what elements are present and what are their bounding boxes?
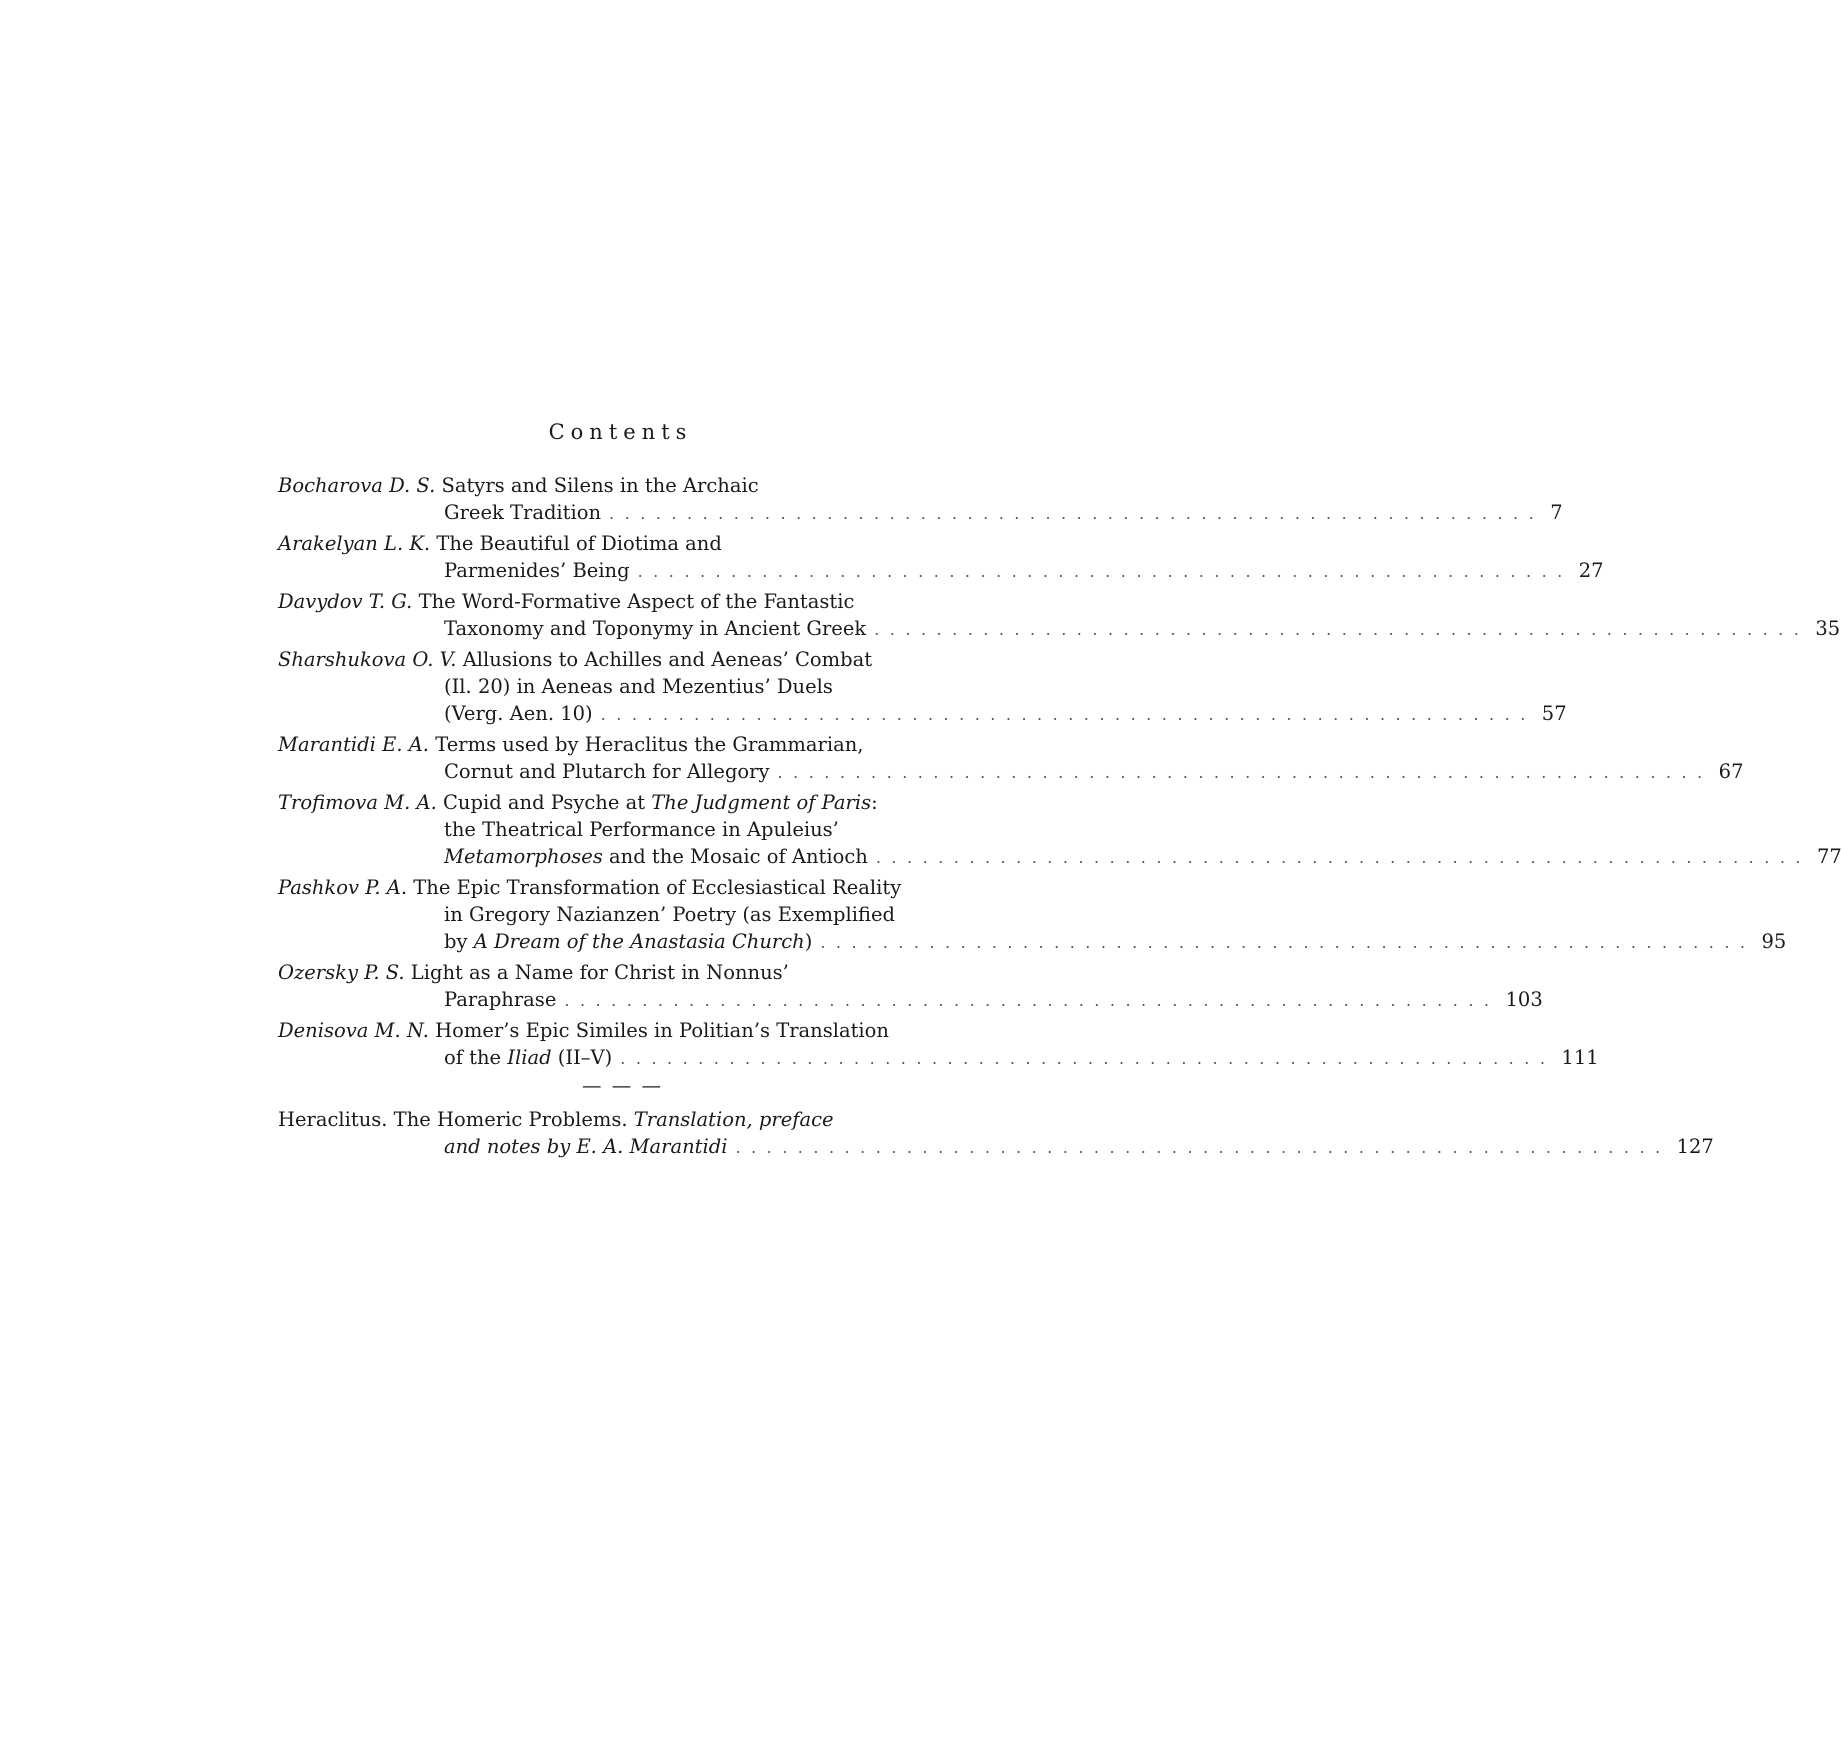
title-text: the Theatrical Performance in Apuleius’ <box>444 818 839 841</box>
title-text: Metamorphoses <box>444 845 603 868</box>
author-name: Pashkov P. A. <box>278 876 408 899</box>
title-text: and notes by E. A. Marantidi <box>444 1135 728 1158</box>
entry-first-line <box>278 1106 967 1133</box>
page-number: 103 <box>1505 988 1543 1011</box>
title-text <box>444 986 556 1013</box>
title-text: Taxonomy and Toponymy in Ancient Greek <box>444 617 867 640</box>
entry-continuation-line <box>278 816 967 843</box>
title-text <box>444 843 868 870</box>
title-text: Homer’s Epic Similes in Politian’s Translation <box>435 1019 889 1042</box>
page-number: 77 <box>1817 845 1842 868</box>
dot-leader: ............................................................ <box>820 933 1756 952</box>
title-text: The Judgment of Paris <box>651 791 872 814</box>
title-text: The Beautiful of Diotima and <box>436 532 722 555</box>
title-text <box>444 1133 727 1160</box>
author-name: Arakelyan L. K. <box>278 532 431 555</box>
dot-leader: ............................................................ <box>600 705 1536 724</box>
page-number: 7 <box>1550 501 1563 524</box>
entry-last-line <box>278 700 1567 727</box>
page-number: 67 <box>1718 760 1744 783</box>
entry-continuation-line <box>278 901 967 928</box>
toc-entry[interactable] <box>278 789 1842 870</box>
entry-last-line <box>278 758 1744 785</box>
title-text: Terms used by Heraclitus the Grammarian, <box>435 733 864 756</box>
entry-last-line <box>278 843 1842 870</box>
dot-leader: ............................................................ <box>874 620 1810 639</box>
title-text <box>444 928 812 955</box>
entry-first-line <box>278 1017 967 1044</box>
title-text: (II–V) <box>551 1046 613 1069</box>
title-text: The Word-Formative Aspect of the Fantastic <box>418 590 855 613</box>
page-number: 127 <box>1676 1135 1714 1158</box>
dot-leader: ............................................................ <box>637 562 1573 581</box>
entry-last-line <box>278 1133 1714 1160</box>
toc-entry[interactable] <box>278 959 1543 1013</box>
title-text: Parmenides’ Being <box>444 559 630 582</box>
entry-first-line <box>278 789 967 816</box>
title-text: Greek Tradition <box>444 501 602 524</box>
toc-entry[interactable] <box>278 731 1744 785</box>
entry-continuation-line <box>278 673 967 700</box>
title-text: Satyrs and Silens in the Archaic <box>441 474 759 497</box>
entry-first-line <box>278 959 967 986</box>
title-text: ) <box>804 930 813 953</box>
separator: — — — <box>582 1074 663 1097</box>
entry-first-line <box>278 530 967 557</box>
entry-first-line <box>278 646 967 673</box>
entry-last-line <box>278 986 1543 1013</box>
toc-entry[interactable] <box>278 646 1567 727</box>
toc-entry[interactable] <box>278 472 1563 526</box>
title-text <box>444 700 593 727</box>
dot-leader: ............................................................ <box>620 1049 1556 1068</box>
title-text: Translation, preface <box>633 1108 834 1131</box>
dot-leader: ............................................................ <box>777 763 1713 782</box>
title-text: by <box>444 930 474 953</box>
entry-last-line <box>278 499 1563 526</box>
entry-last-line <box>278 928 1787 955</box>
title-text: Cupid and Psyche at <box>443 791 652 814</box>
title-text <box>444 499 601 526</box>
title-text: of the <box>444 1046 508 1069</box>
author-name: Davydov T. G. <box>278 590 413 613</box>
page-number: 35 <box>1815 617 1841 640</box>
title-text: Iliad <box>507 1046 552 1069</box>
title-text: Cornut and Plutarch for Allegory <box>444 760 770 783</box>
page-title: Contents <box>548 420 693 444</box>
title-text: Heraclitus. The Homeric Problems. <box>278 1108 634 1131</box>
entry-first-line <box>278 874 967 901</box>
toc-entry[interactable] <box>278 1017 1599 1071</box>
title-text: The Epic Transformation of Ecclesiastical Reality <box>413 876 902 899</box>
dot-leader: ............................................................ <box>609 504 1545 523</box>
entry-first-line <box>278 588 967 615</box>
title-text: Allusions to Achilles and Aeneas’ Combat <box>462 648 873 671</box>
entry-last-line <box>278 615 1841 642</box>
entry-first-line <box>278 731 967 758</box>
page-number: 111 <box>1561 1046 1599 1069</box>
title-text: Light as a Name for Christ in Nonnus’ <box>410 961 789 984</box>
page-number: 27 <box>1578 559 1604 582</box>
title-text: Paraphrase <box>444 988 557 1011</box>
page-number: 95 <box>1761 930 1787 953</box>
title-text: and the Mosaic of Antioch <box>602 845 868 868</box>
page-number: 57 <box>1541 702 1567 725</box>
author-name: Sharshukova O. V. <box>278 648 457 671</box>
toc-entry-appendix[interactable] <box>278 1106 1714 1160</box>
toc-entry[interactable] <box>278 530 1604 584</box>
entry-last-line <box>278 557 1604 584</box>
title-text <box>444 615 866 642</box>
author-name: Denisova M. N. <box>278 1019 429 1042</box>
title-text <box>444 557 630 584</box>
author-name: Marantidi E. A. <box>278 733 430 756</box>
toc-entry[interactable] <box>278 874 1787 955</box>
dot-leader: ............................................................ <box>564 991 1500 1010</box>
title-text: in Gregory Nazianzen’ Poetry (as Exemplified <box>444 903 896 926</box>
dot-leader: ............................................................ <box>875 848 1811 867</box>
author-name: Bocharova D. S. <box>278 474 436 497</box>
entry-first-line <box>278 472 967 499</box>
title-text: : <box>871 791 878 814</box>
author-name: Trofimova M. A. <box>278 791 437 814</box>
title-text: A Dream of the Anastasia Church <box>473 930 805 953</box>
title-text: (Il. 20) in Aeneas and Mezentius’ Duels <box>444 675 833 698</box>
dot-leader: ............................................................ <box>735 1138 1671 1157</box>
title-text <box>444 758 770 785</box>
title-text: (Verg. Aen. 10) <box>444 702 593 725</box>
table-of-contents <box>278 472 1842 1164</box>
toc-entry[interactable] <box>278 588 1841 642</box>
title-text <box>444 1044 612 1071</box>
author-name: Ozersky P. S. <box>278 961 405 984</box>
entry-last-line <box>278 1044 1599 1071</box>
